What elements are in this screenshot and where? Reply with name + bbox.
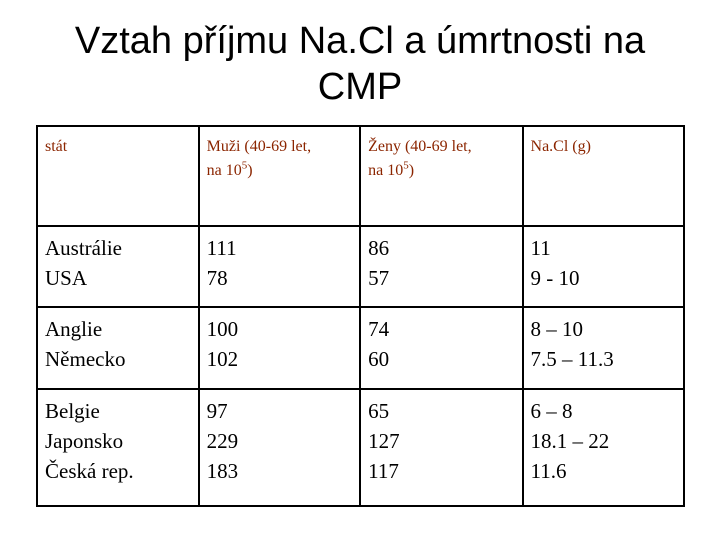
cell-value: 60 xyxy=(368,347,390,372)
header-label-men-unit: na $10^5$) xyxy=(206,159,253,179)
cell-value: 102 xyxy=(206,347,239,372)
cell-value: Anglie xyxy=(45,317,103,342)
cell-nacl xyxy=(523,307,684,388)
cell-value: Japonsko xyxy=(45,428,124,453)
cell-value: 127 xyxy=(368,428,400,453)
cell-state xyxy=(37,307,199,388)
cell-value: Německo xyxy=(45,347,126,372)
cell-women xyxy=(360,307,522,388)
cell-value: 65 xyxy=(368,398,390,423)
cell-women xyxy=(360,389,522,506)
cell-value: 7.5 – 11.3 xyxy=(530,347,614,372)
cell-value: 183 xyxy=(206,458,239,483)
header-label-women: Ženy (40-69 let, xyxy=(368,138,472,155)
cell-value: 111 xyxy=(206,236,237,260)
header-label-nacl: Na.Cl (g) xyxy=(530,138,591,155)
slide-title xyxy=(0,18,720,110)
header-cell-state xyxy=(37,126,199,226)
cell-women xyxy=(360,226,522,307)
data-table xyxy=(36,125,685,507)
header-cell-men xyxy=(199,126,360,226)
cell-value: 11.6 xyxy=(530,458,567,483)
header-label-women-unit: na $10^5$) xyxy=(368,159,415,179)
cell-value: 229 xyxy=(206,428,239,453)
header-label-state: stát xyxy=(45,138,68,155)
cell-value: 117 xyxy=(368,458,399,483)
table-row xyxy=(37,226,684,307)
cell-nacl xyxy=(523,389,684,506)
slide-title-line-1: Vztah příjmu Na.Cl a úmrtnosti na xyxy=(74,20,646,62)
cell-value: 100 xyxy=(206,317,239,342)
header-label-men: Muži (40-69 let, xyxy=(206,138,312,155)
header-cell-nacl xyxy=(523,126,684,226)
cell-value: 6 – 8 xyxy=(530,398,573,423)
cell-value: USA xyxy=(45,266,88,290)
cell-value: 78 xyxy=(206,266,228,290)
cell-state xyxy=(37,226,199,307)
table-row xyxy=(37,389,684,506)
cell-state xyxy=(37,389,199,506)
slide-title-line-2: CMP xyxy=(317,66,403,108)
header-cell-women xyxy=(360,126,522,226)
cell-value: Belgie xyxy=(45,398,100,423)
cell-value: 97 xyxy=(206,398,228,423)
cell-nacl xyxy=(523,226,684,307)
cell-men xyxy=(199,389,360,506)
cell-value: 18.1 – 22 xyxy=(530,428,610,453)
cell-men xyxy=(199,226,360,307)
cell-value: 11 xyxy=(530,236,551,260)
cell-men xyxy=(199,307,360,388)
cell-value: 74 xyxy=(368,317,390,342)
cell-value: 8 – 10 xyxy=(530,317,584,342)
cell-value: 57 xyxy=(368,266,390,290)
cell-value: 86 xyxy=(368,236,390,260)
cell-value: Česká rep. xyxy=(45,458,134,483)
table-row xyxy=(37,307,684,388)
cell-value: 9 - 10 xyxy=(530,266,580,290)
cell-value: Austrálie xyxy=(45,236,122,260)
table-header-row xyxy=(37,126,684,226)
